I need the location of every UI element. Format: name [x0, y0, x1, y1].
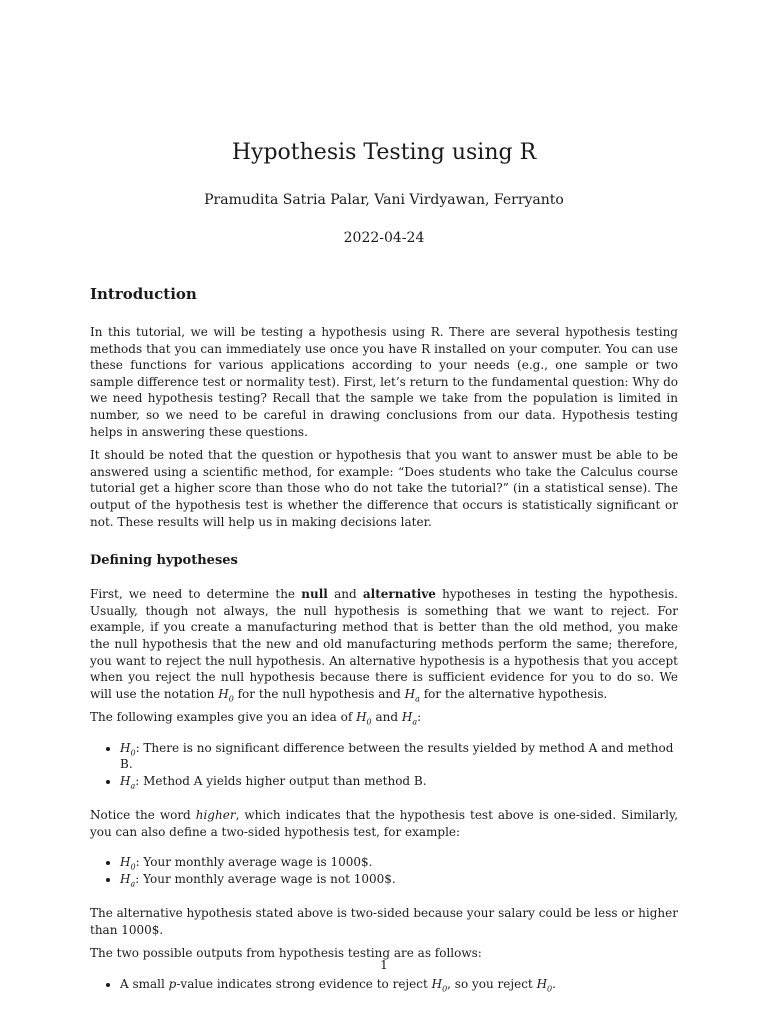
- example-list-two-sided: [90, 854, 678, 887]
- list-item: [120, 871, 678, 887]
- math-p: p: [168, 976, 177, 991]
- math-symbol: H: [218, 686, 229, 701]
- math-symbol: H: [120, 740, 131, 755]
- output-list: [90, 976, 678, 992]
- defining-paragraph-4: The alternative hypothesis stated above is two-sided because your salary could be less or higher than 1000$.: [90, 906, 678, 937]
- document-authors: Pramudita Satria Palar, Vani Virdyawan, Ferryanto: [204, 192, 564, 208]
- math-h0: [431, 976, 448, 994]
- list-item-text: : Your monthly average wage is 1000$.: [135, 855, 373, 870]
- math-subscript: 0: [130, 748, 136, 758]
- math-symbol: H: [431, 976, 443, 991]
- math-ha: [401, 710, 418, 727]
- math-subscript: 0: [442, 984, 448, 994]
- math-h0: [356, 710, 372, 727]
- text-run: for the alternative hypothesis.: [419, 686, 608, 701]
- text-run: A small: [120, 976, 169, 991]
- math-subscript: a: [130, 879, 136, 889]
- list-item: [120, 976, 678, 992]
- bold-term-null: null: [301, 587, 328, 602]
- defining-paragraph-5: The two possible outputs from hypothesis testing are as follows:: [90, 946, 482, 961]
- list-item: [120, 740, 678, 773]
- math-ha: [404, 686, 420, 704]
- math-subscript: 0: [366, 717, 372, 727]
- list-item-text: : Method A yields higher output than method B.: [135, 773, 427, 788]
- emphasis-higher: higher: [195, 808, 236, 823]
- math-symbol: H: [356, 710, 367, 725]
- text-run: The following examples give you an idea of: [90, 710, 357, 725]
- text-run: Notice the word: [90, 808, 196, 823]
- document-body: [90, 284, 678, 1010]
- math-subscript: 0: [130, 862, 136, 872]
- math-h0: [120, 855, 136, 872]
- text-run: and: [327, 587, 363, 602]
- math-symbol: H: [404, 686, 416, 701]
- intro-paragraph-1: In this tutorial, we will be testing a hypothesis using R. There are several hypothesis testing methods that you can immediately use once you have R installed on your computer. You can use these functions for various applications according to your needs (e.g., one sample or two sample difference test or normality test). First, let’s return to the fundamental question: Why do we need hypothesis testing? Recall that the sample we take from the population is limited in number, so we need to be careful in drawing conclusions from our data. Hypothesis testing helps in answering these questions.: [90, 325, 678, 439]
- math-subscript: 0: [547, 984, 553, 994]
- math-subscript: 0: [228, 694, 234, 704]
- text-run: :: [417, 710, 422, 725]
- list-item-text: : There is no significant difference between the results yielded by method A and method B.: [120, 740, 674, 772]
- math-subscript: a: [415, 694, 420, 704]
- intro-paragraph-2: It should be noted that the question or hypothesis that you want to answer must be able to be answered using a scientific method, for example: “Does students who take the Calculus course tutorial get a higher score than those who do not take the tutorial?” (in a statistical sense). The output of the hypothesis test is whether the difference that occurs is statistically significant or not. These results will help us in making decisions later.: [90, 448, 678, 529]
- defining-paragraph-3: [90, 807, 678, 840]
- text-run: , so you reject: [447, 976, 537, 991]
- math-h0: [536, 976, 553, 994]
- section-heading-introduction: Introduction: [90, 285, 197, 303]
- page-number: 1: [380, 958, 388, 972]
- subsection-heading-defining-hypotheses: Defining hypotheses: [90, 553, 238, 569]
- math-symbol: H: [120, 855, 131, 870]
- math-ha: [120, 773, 136, 791]
- text-run: -value indicates strong evidence to reject: [176, 976, 432, 991]
- text-run: , which indicates that the hypothesis test above is one-sided. Similarly, you can also define a two-sided hypothesis test, for example:: [90, 808, 679, 839]
- math-ha: [120, 871, 136, 889]
- text-run: for the null hypothesis and: [233, 686, 405, 701]
- text-run: and: [371, 710, 402, 725]
- math-h0: [120, 740, 136, 758]
- math-subscript: a: [412, 717, 418, 727]
- defining-paragraph-2: [90, 709, 678, 726]
- example-list-one-sided: [90, 740, 678, 789]
- document-date: 2022-04-24: [343, 230, 425, 246]
- text-run: hypotheses in testing the hypothesis. Usually, though not always, the null hypothesis is something that we want to reject. For example, if you create a manufacturing method that is better than the old method, you make the null hypothesis that the new and old manufacturing methods perform the same; therefore, you want to reject the null hypothesis. An alternative hypothesis is a hypothesis that you accept when you reject the null hypothesis because there is sufficient evidence for you to do so. We will use the notation: [90, 587, 678, 701]
- math-symbol: H: [120, 773, 131, 788]
- math-subscript: a: [130, 781, 136, 791]
- text-run: .: [552, 976, 556, 991]
- defining-paragraph-1: [90, 586, 678, 702]
- math-h0: [218, 686, 234, 704]
- bold-term-alternative: alternative: [362, 587, 436, 602]
- math-symbol: H: [401, 710, 413, 725]
- list-item: [120, 773, 678, 789]
- text-run: First, we need to determine the: [90, 587, 302, 602]
- math-symbol: H: [536, 976, 548, 991]
- list-item-text: : Your monthly average wage is not 1000$.: [135, 871, 396, 886]
- list-item: [120, 854, 678, 870]
- math-symbol: H: [120, 871, 131, 886]
- document-title: Hypothesis Testing using R: [231, 140, 537, 165]
